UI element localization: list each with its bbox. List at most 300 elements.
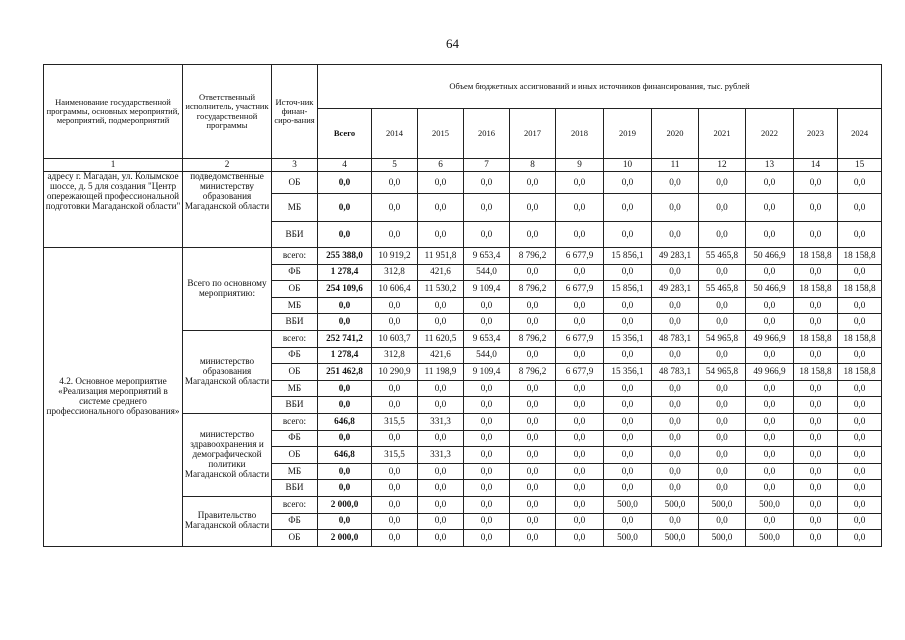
value-cell: 0,0 <box>699 347 746 364</box>
value-cell: 0,0 <box>746 463 794 480</box>
value-cell: 0,0 <box>556 194 604 222</box>
value-cell: 0,0 <box>746 513 794 530</box>
value-cell: 0,0 <box>556 413 604 430</box>
value-cell: 0,0 <box>652 397 699 414</box>
value-cell: 0,0 <box>794 264 838 281</box>
value-cell: 0,0 <box>652 413 699 430</box>
value-cell: 10 603,7 <box>372 330 418 347</box>
value-cell: 0,0 <box>604 172 652 194</box>
value-cell: 0,0 <box>604 447 652 464</box>
value-cell: 48 783,1 <box>652 364 699 381</box>
value-cell: 0,0 <box>699 513 746 530</box>
value-cell: 11 620,5 <box>418 330 464 347</box>
value-cell: 0,0 <box>372 513 418 530</box>
value-cell: 0,0 <box>604 297 652 314</box>
total-cell: 646,8 <box>318 413 372 430</box>
value-cell: 0,0 <box>838 447 882 464</box>
value-cell: 0,0 <box>510 314 556 331</box>
value-cell: 18 158,8 <box>838 248 882 265</box>
value-cell: 8 796,2 <box>510 330 556 347</box>
value-cell: 50 466,9 <box>746 248 794 265</box>
value-cell: 18 158,8 <box>838 364 882 381</box>
source-cell: МБ <box>272 463 318 480</box>
value-cell: 0,0 <box>652 347 699 364</box>
value-cell: 9 109,4 <box>464 364 510 381</box>
value-cell: 0,0 <box>746 297 794 314</box>
value-cell: 0,0 <box>418 172 464 194</box>
value-cell: 312,8 <box>372 264 418 281</box>
value-cell: 0,0 <box>556 496 604 513</box>
value-cell: 0,0 <box>746 222 794 248</box>
value-cell: 6 677,9 <box>556 248 604 265</box>
source-cell: МБ <box>272 380 318 397</box>
source-cell: ВБИ <box>272 397 318 414</box>
value-cell: 10 606,4 <box>372 281 418 298</box>
value-cell: 49 283,1 <box>652 248 699 265</box>
value-cell: 0,0 <box>699 413 746 430</box>
value-cell: 500,0 <box>746 530 794 547</box>
value-cell: 0,0 <box>838 463 882 480</box>
value-cell: 0,0 <box>652 447 699 464</box>
value-cell: 0,0 <box>464 314 510 331</box>
value-cell: 18 158,8 <box>838 281 882 298</box>
total-cell: 2 000,0 <box>318 496 372 513</box>
value-cell: 500,0 <box>604 496 652 513</box>
value-cell: 0,0 <box>372 430 418 447</box>
value-cell: 0,0 <box>838 397 882 414</box>
value-cell: 0,0 <box>464 297 510 314</box>
total-cell: 254 109,6 <box>318 281 372 298</box>
value-cell: 0,0 <box>556 447 604 464</box>
value-cell: 0,0 <box>510 413 556 430</box>
value-cell: 15 856,1 <box>604 248 652 265</box>
value-cell: 0,0 <box>838 380 882 397</box>
value-cell: 0,0 <box>794 380 838 397</box>
value-cell: 0,0 <box>652 480 699 497</box>
header-year: 2014 <box>372 109 418 159</box>
value-cell: 0,0 <box>510 530 556 547</box>
total-cell: 0,0 <box>318 463 372 480</box>
value-cell: 0,0 <box>838 413 882 430</box>
header-year: 2018 <box>556 109 604 159</box>
program-name-cell: 4.2. Основное мероприятие «Реализация мероприятий в системе среднего профессионального образования» <box>44 248 183 547</box>
value-cell: 0,0 <box>699 194 746 222</box>
source-cell: ФБ <box>272 347 318 364</box>
value-cell: 0,0 <box>604 194 652 222</box>
value-cell: 0,0 <box>794 430 838 447</box>
value-cell: 0,0 <box>794 463 838 480</box>
value-cell: 9 109,4 <box>464 281 510 298</box>
value-cell: 0,0 <box>556 172 604 194</box>
total-cell: 0,0 <box>318 222 372 248</box>
source-cell: ОБ <box>272 530 318 547</box>
value-cell: 0,0 <box>746 447 794 464</box>
value-cell: 0,0 <box>556 222 604 248</box>
source-cell: ВБИ <box>272 480 318 497</box>
value-cell: 0,0 <box>746 264 794 281</box>
value-cell: 0,0 <box>556 480 604 497</box>
value-cell: 0,0 <box>794 314 838 331</box>
value-cell: 0,0 <box>699 297 746 314</box>
value-cell: 0,0 <box>464 413 510 430</box>
value-cell: 0,0 <box>838 314 882 331</box>
value-cell: 0,0 <box>699 172 746 194</box>
value-cell: 0,0 <box>838 222 882 248</box>
source-cell: ОБ <box>272 364 318 381</box>
column-number: 14 <box>794 159 838 172</box>
value-cell: 55 465,8 <box>699 281 746 298</box>
value-cell: 0,0 <box>464 463 510 480</box>
value-cell: 0,0 <box>464 480 510 497</box>
value-cell: 0,0 <box>794 513 838 530</box>
value-cell: 0,0 <box>604 430 652 447</box>
value-cell: 0,0 <box>794 480 838 497</box>
value-cell: 0,0 <box>746 397 794 414</box>
value-cell: 0,0 <box>372 530 418 547</box>
value-cell: 0,0 <box>604 380 652 397</box>
value-cell: 0,0 <box>372 194 418 222</box>
value-cell: 0,0 <box>510 463 556 480</box>
source-cell: ФБ <box>272 513 318 530</box>
column-number: 2 <box>183 159 272 172</box>
program-name-cell: адресу г. Магадан, ул. Колымское шоссе, д. 5 для создания "Центр опережающей профессиональной подготовки Магаданской области" <box>44 172 183 248</box>
header-year: 2022 <box>746 109 794 159</box>
value-cell: 0,0 <box>556 380 604 397</box>
value-cell: 11 951,8 <box>418 248 464 265</box>
value-cell: 421,6 <box>418 347 464 364</box>
value-cell: 10 290,9 <box>372 364 418 381</box>
value-cell: 0,0 <box>510 297 556 314</box>
value-cell: 15 856,1 <box>604 281 652 298</box>
value-cell: 18 158,8 <box>794 330 838 347</box>
value-cell: 0,0 <box>464 513 510 530</box>
value-cell: 0,0 <box>464 222 510 248</box>
value-cell: 0,0 <box>746 430 794 447</box>
value-cell: 0,0 <box>418 480 464 497</box>
value-cell: 0,0 <box>652 463 699 480</box>
value-cell: 0,0 <box>510 172 556 194</box>
total-cell: 0,0 <box>318 172 372 194</box>
value-cell: 331,3 <box>418 413 464 430</box>
value-cell: 0,0 <box>510 513 556 530</box>
value-cell: 50 466,9 <box>746 281 794 298</box>
value-cell: 0,0 <box>699 380 746 397</box>
value-cell: 0,0 <box>699 447 746 464</box>
value-cell: 0,0 <box>746 314 794 331</box>
value-cell: 331,3 <box>418 447 464 464</box>
value-cell: 0,0 <box>746 347 794 364</box>
value-cell: 0,0 <box>746 194 794 222</box>
value-cell: 0,0 <box>652 264 699 281</box>
value-cell: 0,0 <box>604 480 652 497</box>
header-total: Всего <box>318 109 372 159</box>
source-cell: МБ <box>272 194 318 222</box>
value-cell: 0,0 <box>838 172 882 194</box>
value-cell: 0,0 <box>510 430 556 447</box>
value-cell: 0,0 <box>652 297 699 314</box>
value-cell: 0,0 <box>838 513 882 530</box>
value-cell: 0,0 <box>556 297 604 314</box>
value-cell: 0,0 <box>418 513 464 530</box>
executor-cell: Правительство Магаданской области <box>183 496 272 546</box>
value-cell: 0,0 <box>794 222 838 248</box>
value-cell: 0,0 <box>699 463 746 480</box>
value-cell: 0,0 <box>510 380 556 397</box>
value-cell: 18 158,8 <box>794 364 838 381</box>
value-cell: 500,0 <box>699 530 746 547</box>
column-number: 15 <box>838 159 882 172</box>
value-cell: 9 653,4 <box>464 330 510 347</box>
value-cell: 0,0 <box>652 194 699 222</box>
value-cell: 0,0 <box>699 264 746 281</box>
value-cell: 0,0 <box>510 347 556 364</box>
value-cell: 0,0 <box>746 413 794 430</box>
value-cell: 0,0 <box>372 314 418 331</box>
value-cell: 0,0 <box>510 264 556 281</box>
value-cell: 8 796,2 <box>510 364 556 381</box>
table-row <box>44 172 882 194</box>
value-cell: 0,0 <box>464 530 510 547</box>
value-cell: 0,0 <box>510 222 556 248</box>
total-cell: 1 278,4 <box>318 264 372 281</box>
header-source: Источ-ник финан-сиро-вания <box>272 65 318 159</box>
total-cell: 0,0 <box>318 297 372 314</box>
value-cell: 54 965,8 <box>699 364 746 381</box>
value-cell: 0,0 <box>372 463 418 480</box>
value-cell: 0,0 <box>418 397 464 414</box>
value-cell: 0,0 <box>699 222 746 248</box>
column-number: 13 <box>746 159 794 172</box>
value-cell: 0,0 <box>510 447 556 464</box>
value-cell: 0,0 <box>372 172 418 194</box>
column-number: 10 <box>604 159 652 172</box>
total-cell: 0,0 <box>318 430 372 447</box>
value-cell: 0,0 <box>746 480 794 497</box>
value-cell: 0,0 <box>746 172 794 194</box>
header-budget: Объем бюджетных ассигнований и иных источников финансирования, тыс. рублей <box>318 65 882 109</box>
value-cell: 0,0 <box>556 347 604 364</box>
value-cell: 0,0 <box>604 314 652 331</box>
value-cell: 500,0 <box>652 530 699 547</box>
value-cell: 0,0 <box>838 264 882 281</box>
value-cell: 8 796,2 <box>510 248 556 265</box>
value-cell: 0,0 <box>652 513 699 530</box>
source-cell: ФБ <box>272 430 318 447</box>
value-cell: 0,0 <box>604 397 652 414</box>
header-year: 2024 <box>838 109 882 159</box>
total-cell: 255 388,0 <box>318 248 372 265</box>
value-cell: 0,0 <box>372 480 418 497</box>
header-year: 2017 <box>510 109 556 159</box>
column-number: 11 <box>652 159 699 172</box>
source-cell: ОБ <box>272 281 318 298</box>
value-cell: 0,0 <box>699 314 746 331</box>
column-number: 7 <box>464 159 510 172</box>
value-cell: 315,5 <box>372 447 418 464</box>
column-number: 5 <box>372 159 418 172</box>
value-cell: 18 158,8 <box>794 248 838 265</box>
value-cell: 0,0 <box>464 447 510 464</box>
executor-cell: подведомственные министерству образования Магаданской области <box>183 172 272 248</box>
value-cell: 500,0 <box>699 496 746 513</box>
value-cell: 11 198,9 <box>418 364 464 381</box>
total-cell: 0,0 <box>318 194 372 222</box>
column-number: 1 <box>44 159 183 172</box>
total-cell: 0,0 <box>318 314 372 331</box>
value-cell: 0,0 <box>418 297 464 314</box>
header-year: 2015 <box>418 109 464 159</box>
total-cell: 646,8 <box>318 447 372 464</box>
total-cell: 0,0 <box>318 480 372 497</box>
value-cell: 0,0 <box>510 397 556 414</box>
value-cell: 6 677,9 <box>556 364 604 381</box>
value-cell: 8 796,2 <box>510 281 556 298</box>
value-cell: 0,0 <box>556 397 604 414</box>
value-cell: 500,0 <box>652 496 699 513</box>
value-cell: 0,0 <box>794 447 838 464</box>
value-cell: 315,5 <box>372 413 418 430</box>
value-cell: 55 465,8 <box>699 248 746 265</box>
value-cell: 0,0 <box>418 194 464 222</box>
source-cell: всего: <box>272 413 318 430</box>
value-cell: 0,0 <box>418 430 464 447</box>
total-cell: 252 741,2 <box>318 330 372 347</box>
header-year: 2019 <box>604 109 652 159</box>
total-cell: 0,0 <box>318 397 372 414</box>
value-cell: 0,0 <box>604 264 652 281</box>
value-cell: 0,0 <box>464 194 510 222</box>
value-cell: 0,0 <box>556 430 604 447</box>
value-cell: 0,0 <box>464 172 510 194</box>
value-cell: 0,0 <box>794 496 838 513</box>
value-cell: 0,0 <box>838 496 882 513</box>
value-cell: 0,0 <box>604 347 652 364</box>
value-cell: 0,0 <box>464 430 510 447</box>
value-cell: 544,0 <box>464 347 510 364</box>
value-cell: 0,0 <box>372 496 418 513</box>
value-cell: 421,6 <box>418 264 464 281</box>
column-number: 8 <box>510 159 556 172</box>
value-cell: 0,0 <box>838 347 882 364</box>
value-cell: 0,0 <box>699 480 746 497</box>
value-cell: 0,0 <box>418 222 464 248</box>
value-cell: 10 919,2 <box>372 248 418 265</box>
value-cell: 544,0 <box>464 264 510 281</box>
value-cell: 0,0 <box>652 172 699 194</box>
total-cell: 1 278,4 <box>318 347 372 364</box>
value-cell: 0,0 <box>794 297 838 314</box>
value-cell: 0,0 <box>418 530 464 547</box>
value-cell: 0,0 <box>838 297 882 314</box>
column-number: 3 <box>272 159 318 172</box>
value-cell: 0,0 <box>604 513 652 530</box>
header-program: Наименование государственной программы, основных мероприятий, мероприятий, подмероприятий <box>44 65 183 159</box>
value-cell: 15 356,1 <box>604 364 652 381</box>
value-cell: 0,0 <box>372 222 418 248</box>
value-cell: 0,0 <box>794 530 838 547</box>
total-cell: 2 000,0 <box>318 530 372 547</box>
value-cell: 500,0 <box>746 496 794 513</box>
header-year: 2020 <box>652 109 699 159</box>
value-cell: 0,0 <box>652 430 699 447</box>
value-cell: 0,0 <box>794 347 838 364</box>
value-cell: 15 356,1 <box>604 330 652 347</box>
table-row <box>44 248 882 265</box>
source-cell: МБ <box>272 297 318 314</box>
executor-cell: министерство образования Магаданской области <box>183 330 272 413</box>
value-cell: 0,0 <box>794 413 838 430</box>
value-cell: 0,0 <box>510 496 556 513</box>
value-cell: 0,0 <box>746 380 794 397</box>
value-cell: 0,0 <box>556 513 604 530</box>
value-cell: 0,0 <box>838 480 882 497</box>
value-cell: 0,0 <box>556 314 604 331</box>
value-cell: 0,0 <box>418 314 464 331</box>
source-cell: всего: <box>272 248 318 265</box>
value-cell: 0,0 <box>794 172 838 194</box>
source-cell: ВБИ <box>272 222 318 248</box>
value-cell: 0,0 <box>556 463 604 480</box>
total-cell: 0,0 <box>318 513 372 530</box>
value-cell: 0,0 <box>794 194 838 222</box>
page-number: 64 <box>446 36 459 51</box>
value-cell: 0,0 <box>418 496 464 513</box>
value-cell: 0,0 <box>699 430 746 447</box>
source-cell: всего: <box>272 330 318 347</box>
value-cell: 0,0 <box>372 380 418 397</box>
value-cell: 0,0 <box>652 314 699 331</box>
value-cell: 0,0 <box>556 530 604 547</box>
executor-cell: министерство здравоохранения и демографической политики Магаданской области <box>183 413 272 496</box>
source-cell: всего: <box>272 496 318 513</box>
value-cell: 48 783,1 <box>652 330 699 347</box>
value-cell: 0,0 <box>556 264 604 281</box>
value-cell: 0,0 <box>652 222 699 248</box>
total-cell: 251 462,8 <box>318 364 372 381</box>
source-cell: ФБ <box>272 264 318 281</box>
column-number: 9 <box>556 159 604 172</box>
source-cell: ВБИ <box>272 314 318 331</box>
value-cell: 312,8 <box>372 347 418 364</box>
column-number: 6 <box>418 159 464 172</box>
value-cell: 54 965,8 <box>699 330 746 347</box>
value-cell: 0,0 <box>464 496 510 513</box>
header-executor: Ответственный исполнитель, участник государственной программы <box>183 65 272 159</box>
value-cell: 0,0 <box>418 380 464 397</box>
value-cell: 0,0 <box>372 397 418 414</box>
header-year: 2016 <box>464 109 510 159</box>
value-cell: 18 158,8 <box>838 330 882 347</box>
value-cell: 0,0 <box>510 194 556 222</box>
budget-table <box>43 64 882 547</box>
value-cell: 0,0 <box>604 463 652 480</box>
value-cell: 0,0 <box>604 413 652 430</box>
value-cell: 0,0 <box>838 194 882 222</box>
source-cell: ОБ <box>272 447 318 464</box>
value-cell: 0,0 <box>794 397 838 414</box>
value-cell: 0,0 <box>510 480 556 497</box>
value-cell: 49 966,9 <box>746 364 794 381</box>
value-cell: 500,0 <box>604 530 652 547</box>
value-cell: 0,0 <box>372 297 418 314</box>
value-cell: 49 966,9 <box>746 330 794 347</box>
value-cell: 0,0 <box>418 463 464 480</box>
value-cell: 0,0 <box>838 430 882 447</box>
value-cell: 9 653,4 <box>464 248 510 265</box>
source-cell: ОБ <box>272 172 318 194</box>
value-cell: 11 530,2 <box>418 281 464 298</box>
value-cell: 0,0 <box>464 380 510 397</box>
